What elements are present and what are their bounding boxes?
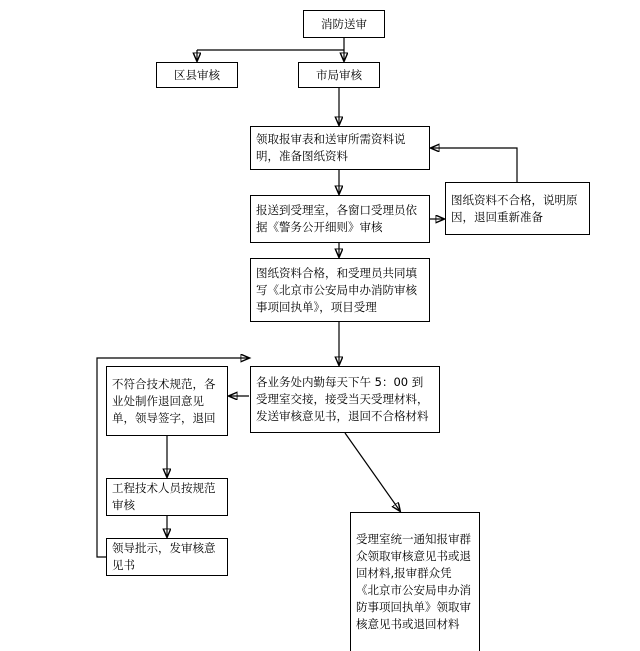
node-notify-applicants[interactable]: 受理室统一通知报审群众领取审核意见书或退回材料,报审群众凭《北京市公安局申办消防事项回执单》领取审核意见书或退回材料 <box>350 512 480 651</box>
node-fire-submission[interactable]: 消防送审 <box>303 10 385 38</box>
node-city-bureau-review[interactable]: 市局审核 <box>298 62 380 88</box>
node-documents-rejected[interactable]: 图纸资料不合格，说明原因，退回重新准备 <box>445 182 590 235</box>
node-engineer-review[interactable]: 工程技术人员按规范审核 <box>106 478 228 516</box>
node-non-compliant-return[interactable]: 不符合技术规范，各业处制作退回意见单，领导签字，退回 <box>106 366 228 436</box>
node-daily-handover[interactable]: 各业务处内勤每天下午 5：00 到受理室交接，接受当天受理材料，发送审核意见书，退回不合格材料 <box>250 366 440 433</box>
node-district-review[interactable]: 区县审核 <box>156 62 238 88</box>
node-collect-forms[interactable]: 领取报审表和送审所需资料说明，准备图纸资料 <box>250 126 430 170</box>
connector-n8-n12 <box>345 433 400 511</box>
node-submit-to-acceptance-office[interactable]: 报送到受理室，各窗口受理员依据《警务公开细则》审核 <box>250 195 430 243</box>
node-documents-accepted[interactable]: 图纸资料合格，和受理员共同填写《北京市公安局申办消防审核事项回执单》，项目受理 <box>250 258 430 322</box>
node-leader-instruction[interactable]: 领导批示，发审核意见书 <box>106 538 228 576</box>
connector-n6-n4 <box>431 148 517 182</box>
